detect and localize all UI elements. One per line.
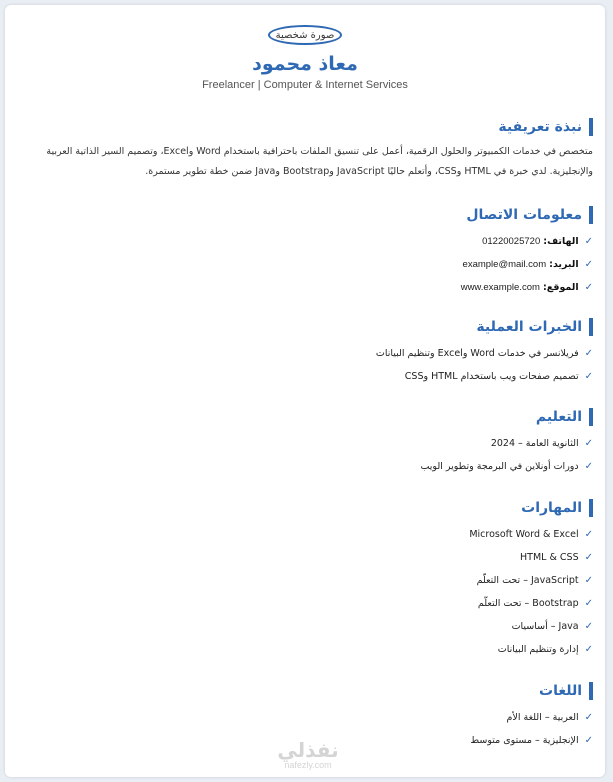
watermark-latin: nafezly.com [284,760,332,770]
check-icon: ✓ [584,348,593,359]
skill-item-text: JavaScript – تحت التعلّم [476,575,579,586]
contact-website-label: الموقع: [542,282,579,293]
skills-list [17,523,593,661]
experience-section [17,318,593,388]
contact-email-value: example@mail.com [462,259,547,270]
check-icon: ✓ [584,644,593,655]
experience-item-text: تصميم صفحات ويب باستخدام HTML وCSS [404,371,579,382]
check-icon: ✓ [584,236,593,247]
resume-header [5,5,605,91]
check-icon: ✓ [584,282,593,293]
languages-title: اللغات [17,682,593,700]
list-item [17,342,593,365]
skill-item-text: HTML & CSS [520,552,579,563]
resume-card [5,5,605,777]
list-item [17,569,593,592]
experience-item-text: فريلانسر في خدمات Word وExcel وتنظيم البيانات [375,348,579,359]
contact-list [17,230,593,299]
list-item [17,365,593,388]
contact-phone-value: 01220025720 [482,236,541,247]
contact-email-label: البريد: [549,259,579,270]
check-icon: ✓ [584,575,593,586]
contact-item-email [17,253,593,276]
list-item [17,638,593,661]
language-item-text: العربية – اللغة الأم [506,712,579,723]
contact-item-website [17,276,593,299]
skills-title: المهارات [17,499,593,517]
avatar-label: صورة شخصية [275,29,335,41]
check-icon: ✓ [584,461,593,472]
contact-section [17,206,593,299]
check-icon: ✓ [584,552,593,563]
education-title: التعليم [17,408,593,426]
watermark [268,740,348,770]
check-icon: ✓ [584,712,593,723]
check-icon: ✓ [584,438,593,449]
check-icon: ✓ [584,735,593,746]
about-section [17,118,593,182]
experience-list [17,342,593,388]
person-subtitle: Freelancer | Computer & Internet Services [202,79,408,91]
skill-item-text: Microsoft Word & Excel [469,529,579,540]
check-icon: ✓ [584,598,593,609]
list-item [17,592,593,615]
check-icon: ✓ [584,371,593,382]
skills-section [17,499,593,661]
list-item [17,546,593,569]
list-item [17,615,593,638]
check-icon: ✓ [584,621,593,632]
skill-item-text: Bootstrap – تحت التعلّم [477,598,579,609]
contact-phone-label: الهاتف: [543,236,579,247]
about-text: متخصص في خدمات الكمبيوتر والحلول الرقمية، أعمل على تنسيق الملفات باحترافية باستخدام Word وExcel، وتصميم السير الذاتية العربية والإنجليزية. لدي خبرة في HTML وCSS، وأتعلم حاليًا JavaScript وBootstrap وJava ضمن خطة تطوير مستمرة. [46,146,593,177]
education-item-text: دورات أونلاين في البرمجة وتطوير الويب [420,461,579,472]
watermark-arabic: نفذلي [277,738,339,762]
list-item [17,455,593,478]
experience-title: الخبرات العملية [17,318,593,336]
list-item [17,432,593,455]
avatar [268,25,342,45]
education-item-text: الثانوية العامة – 2024 [490,438,579,449]
list-item [17,523,593,546]
skill-item-text: Java – أساسيات [511,621,579,632]
list-item [17,706,593,729]
about-title: نبذة تعريفية [17,118,593,136]
language-item-text: الإنجليزية – مستوى متوسط [470,735,579,746]
check-icon: ✓ [584,529,593,540]
check-icon: ✓ [584,259,593,270]
contact-item-phone [17,230,593,253]
education-section [17,408,593,478]
person-name: معاذ محمود [252,53,358,75]
skill-item-text: إدارة وتنظيم البيانات [497,644,579,655]
education-list [17,432,593,478]
contact-title: معلومات الاتصال [17,206,593,224]
contact-website-value: www.example.com [460,282,540,293]
